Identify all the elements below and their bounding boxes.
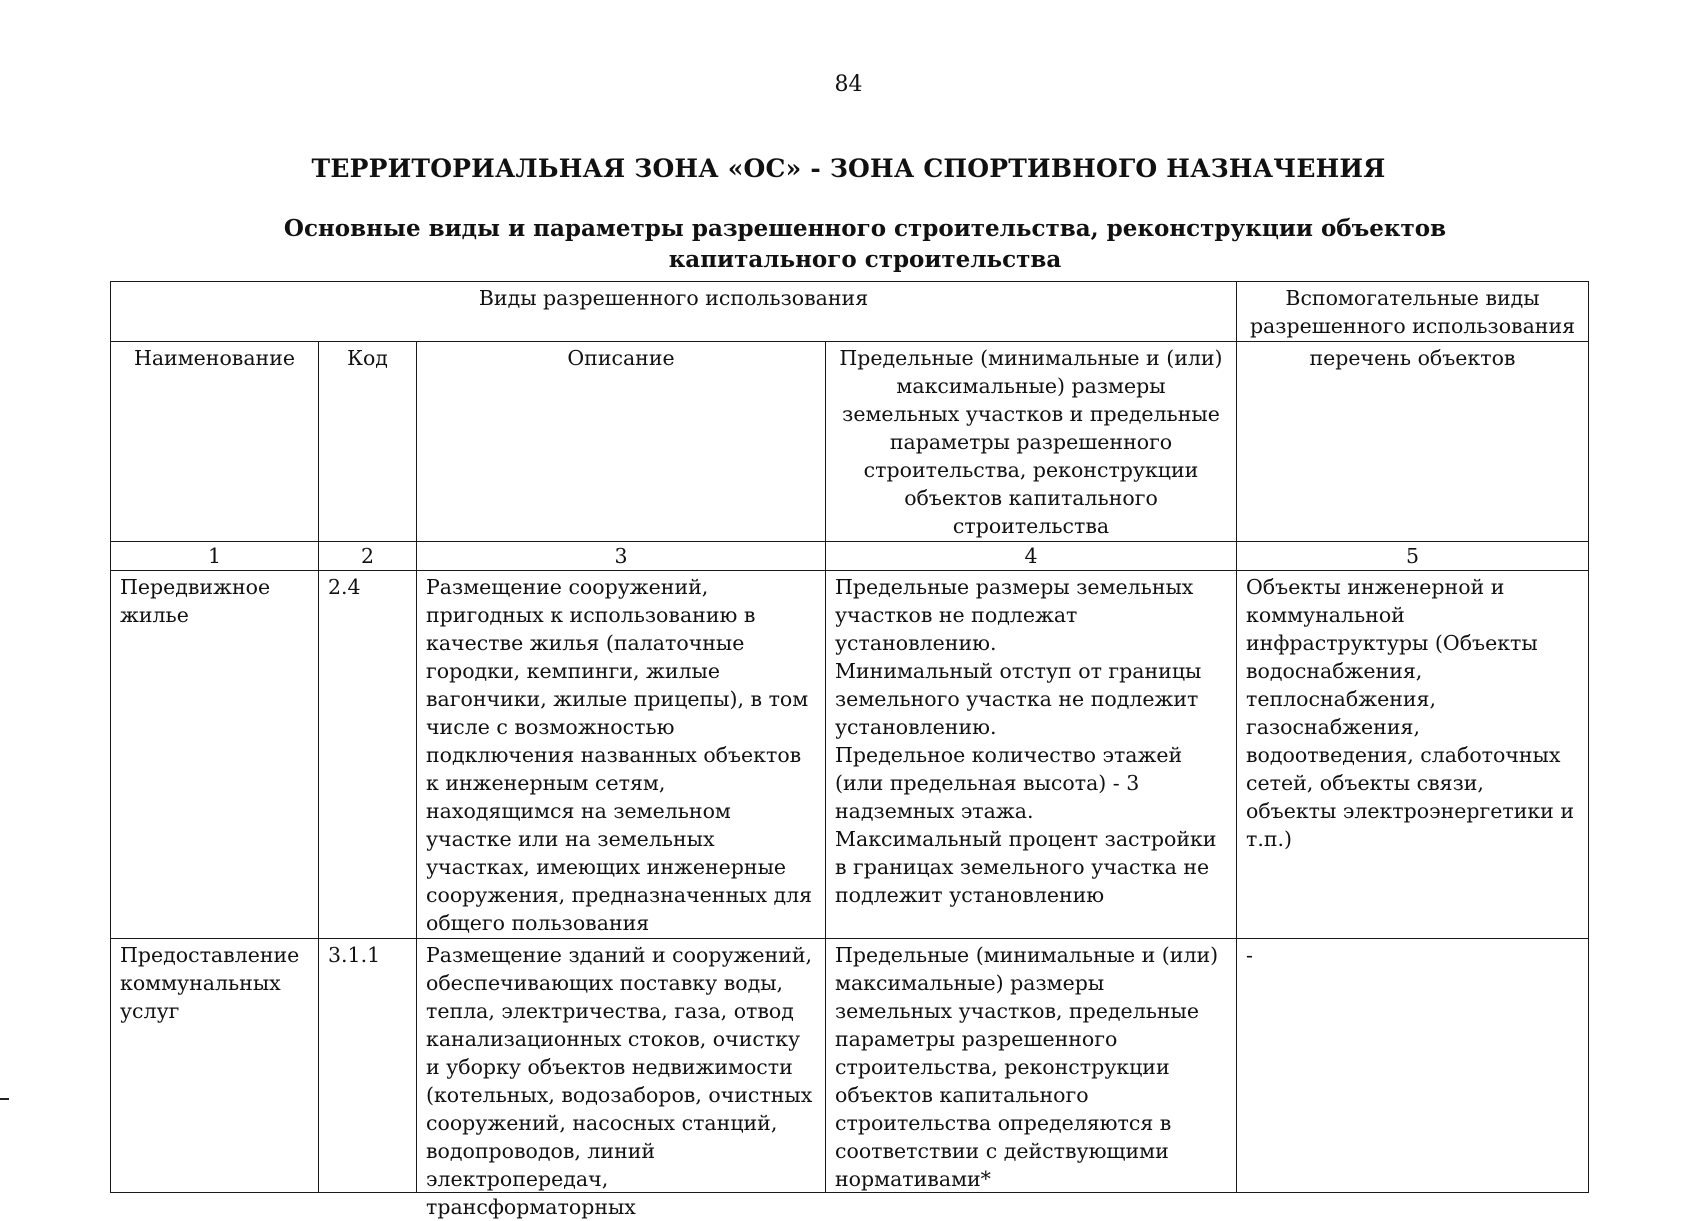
column-number: 2: [319, 542, 417, 571]
column-header-name: Наименование: [111, 342, 319, 542]
column-number: 4: [826, 542, 1237, 571]
margin-mark: [0, 1098, 9, 1100]
column-header-code: Код: [319, 342, 417, 542]
column-header-objects: перечень объектов: [1237, 342, 1589, 542]
group-header-row: [111, 282, 1589, 342]
row-objects: Объекты инженерной и коммунальной инфраструктуры (Объекты водоснабжения, теплоснабжения, газоснабжения, водоотведения, слаботочных сетей, объекты связи, объекты электроэнергетики и т.п.): [1237, 571, 1589, 939]
group-header-main: Виды разрешенного использования: [111, 282, 1237, 342]
column-number-row: [111, 542, 1589, 571]
permitted-use-table: [110, 281, 1589, 1219]
zone-title: ТЕРРИТОРИАЛЬНАЯ ЗОНА «ОС» - ЗОНА СПОРТИВНОГО НАЗНАЧЕНИЯ: [311, 154, 1386, 183]
row-code: 3.1.1: [319, 939, 417, 1193]
row-description: Размещение сооружений, пригодных к использованию в качестве жилья (палаточные городки, кемпинги, жилые вагончики, жилые прицепы), в том числе с возможностью подключения названных объектов к инженерным сетям, находящимся на земельном участке или на земельных участках, имеющих инженерные сооружения, предназначенных для общего пользования: [417, 571, 826, 939]
page-number: 84: [834, 72, 863, 97]
limits-line: Предельные (минимальные и (или) максимальные) размеры земельных участков, предельные параметры разрешенного строительства, реконструкции объектов капитального строительства определяются в соответствии с действующими нормативами*: [835, 943, 1219, 1191]
row-name: Передвижное жилье: [111, 571, 319, 939]
table-row: [111, 939, 1589, 1193]
column-header-row: [111, 342, 1589, 542]
row-limits: [826, 939, 1237, 1193]
limits-line: Предельные размеры земельных участков не подлежат установлению.: [835, 575, 1194, 655]
row-code: 2.4: [319, 571, 417, 939]
column-header-limits: Предельные (минимальные и (или) максимальные) размеры земельных участков и предельные параметры разрешенного строительства, реконструкции объектов капитального строительства: [826, 342, 1237, 542]
row-limits: [826, 571, 1237, 939]
row-name: Предоставление коммунальных услуг: [111, 939, 319, 1193]
section-subtitle: Основные виды и параметры разрешенного строительства, реконструкции объектов капитального строительства: [283, 215, 1447, 273]
column-number: 5: [1237, 542, 1589, 571]
limits-line: Предельное количество этажей (или предельная высота) - 3 надземных этажа.: [835, 743, 1183, 823]
row-description: Размещение зданий и сооружений, обеспечивающих поставку воды, тепла, электричества, газа, отвод канализационных стоков, очистку и уборку объектов недвижимости (котельных, водозаборов, очистных сооружений, насосных станций, водопроводов, линий электропередач, трансформаторных: [417, 939, 826, 1193]
column-number: 1: [111, 542, 319, 571]
table-row: [111, 571, 1589, 939]
limits-line: Минимальный отступ от границы земельного участка не подлежит установлению.: [835, 659, 1202, 739]
row-objects: -: [1237, 939, 1589, 1193]
group-header-auxiliary: Вспомогательные виды разрешенного использования: [1237, 282, 1589, 342]
column-number: 3: [417, 542, 826, 571]
column-header-description: Описание: [417, 342, 826, 542]
limits-line: Максимальный процент застройки в границах земельного участка не подлежит установлению: [835, 827, 1217, 907]
